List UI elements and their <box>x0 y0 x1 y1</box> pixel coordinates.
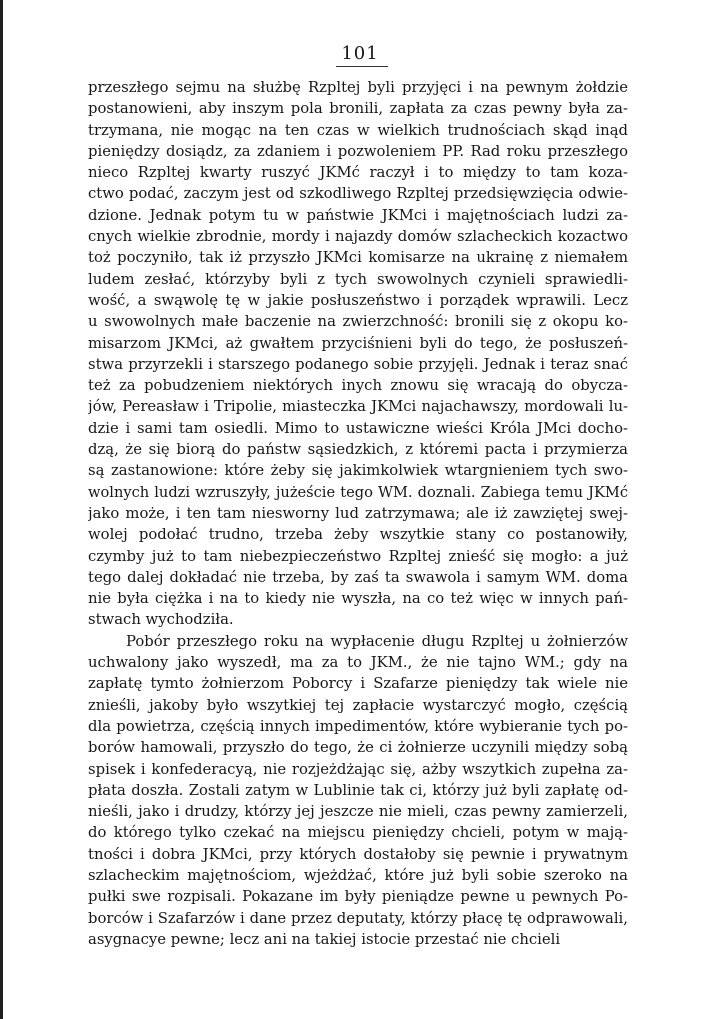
text-line: misarzom JKMci, aż gwałtem przyciśnieni byli do tego, że posłuszeń- <box>88 334 628 352</box>
page-number: 101 <box>341 43 379 64</box>
text-line: dzie i sami tam osiedli. Mimo to ustawiczne wieści Króla JMci docho- <box>88 419 628 437</box>
text-line: wość, a swąwolę tę w jakie posłuszeństwo i porządek wprawili. Lecz <box>88 291 628 309</box>
page-edge <box>0 0 3 1019</box>
text-line: wolnych ludzi wzruszyły, jużeście tego WM. doznali. Zabiega temu JKMć <box>88 483 628 501</box>
text-line: ctwo podać, zaczym jest od szkodliwego Rzpltej przedsięwzięcia odwie- <box>88 185 628 203</box>
page-number-rule <box>336 66 388 67</box>
text-line: u swowolnych małe baczenie na zwierzchność: bronili się z okopu ko- <box>88 313 628 331</box>
text-line: płata doszła. Zostali zatym w Lublinie tak ci, którzy już byli zapłatę od- <box>88 781 628 799</box>
text-line: Pobór przeszłego roku na wypłacenie długu Rzpltej u żołnierzów <box>126 632 628 650</box>
text-line: ludem zesłać, którzyby byli z tych swowolnych czynieli sprawiedli- <box>88 270 628 288</box>
text-line: stwa przyrzekli i starszego podanego sobie przyjęli. Jednak i teraz snać <box>88 355 628 373</box>
text-line: borców i Szafarzów i dane przez deputaty, którzy płacę tę odprawowali, <box>88 909 628 927</box>
text-line: przeszłego sejmu na służbę Rzpltej byli przyjęci i na pewnym żołdzie <box>88 79 628 96</box>
text-line: szlacheckim majętnościom, wjeżdżać, które już byli sobie szeroko na <box>88 866 628 884</box>
text-line: czymby już to tam niebezpieczeństwo Rzpltej znieść się mogło: a już <box>88 547 628 565</box>
text-line: trzymana, nie mogąc na ten czas w wielkich trudnościach skąd inąd <box>88 121 628 139</box>
text-line: są zastanowione: które żeby się jakimkolwiek wtargnieniem tych swo- <box>88 462 628 480</box>
text-line: tności i dobra JKMci, przy których dostałoby się pewnie i prywatnym <box>88 845 628 863</box>
text-line: uchwalony jako wyszedł, ma za to JKM., że nie tajno WM.; gdy na <box>88 654 628 672</box>
text-line: wolej podołać trudno, trzeba żeby wszytkie stany co postanowiły, <box>88 526 628 544</box>
text-line: też za pobudzeniem niektórych inych znowu się wracają do obycza- <box>88 377 628 395</box>
text-line: do którego tylko czekać na miejscu pieniędzy chcieli, potym w mają- <box>88 824 628 842</box>
text-line: toż poczyniło, tak iż przyszło JKMci komisarze na ukrainę z niemałem <box>88 249 628 267</box>
text-line: postanowieni, aby inszym pola bronili, zapłata za czas pewny była za- <box>88 100 628 118</box>
text-line: jów, Pereasław i Tripolie, miasteczka JKMci najachawszy, mordowali lu- <box>88 398 628 416</box>
text-line: nie była ciężka i na to kiedy nie wyszła, na co też więc w innych pań- <box>88 590 628 608</box>
text-line: pieniędzy dosiądz, za zdaniem i pozwoleniem PP. Rad roku przeszłego <box>88 142 628 160</box>
text-line: spisek i konfederacyą, nie rozjeżdżając się, ażby wszytkich zupełna za- <box>88 760 628 778</box>
text-line: zapłatę tymto żołnierzom Poborcy i Szafarze pieniędzy tak wiele nie <box>88 675 628 693</box>
text-line: pułki swe rozpisali. Pokazane im były pieniądze pewne u pewnych Po- <box>88 888 628 906</box>
text-line: cnych wielkie zbrodnie, mordy i najazdy domów szlacheckich kozactwo <box>88 228 628 246</box>
text-line: nieco Rzpltej kwarty ruszyć JKMć raczył i to między to tam koza- <box>88 164 628 182</box>
text-line: dzione. Jednak potym tu w państwie JKMci i majętnościach ludzi za- <box>88 206 628 224</box>
text-line: tego dalej dokładać nie trzeba, by zaś ta swawola i samym WM. doma <box>88 568 628 586</box>
text-line: dla powietrza, częścią innych impedimentów, które wybieranie tych po- <box>88 717 628 735</box>
text-line: znieśli, jakoby było wszytkiej tej zapłacie wystarczyć mogło, częścią <box>88 696 628 714</box>
text-line: stwach wychodziła. <box>88 611 234 629</box>
text-line: nieśli, jako i drudzy, którzy jej jeszcze nie mieli, czas pewny zamierzeli, <box>88 803 628 821</box>
text-line: dzą, że się biorą do państw sąsiedzkich, z któremi pacta i przymierza <box>88 441 628 459</box>
text-line: asygnacye pewne; lecz ani na takiej istocie przestać nie chcieli <box>88 930 561 948</box>
text-line: borów hamowali, przyszło do tego, że ci żołnierze uczynili między sobą <box>88 739 628 757</box>
text-line: jako może, i ten tam niesworny lud zatrzymawa; ale iż zawziętej swej- <box>88 504 628 522</box>
body-text <box>88 77 628 950</box>
